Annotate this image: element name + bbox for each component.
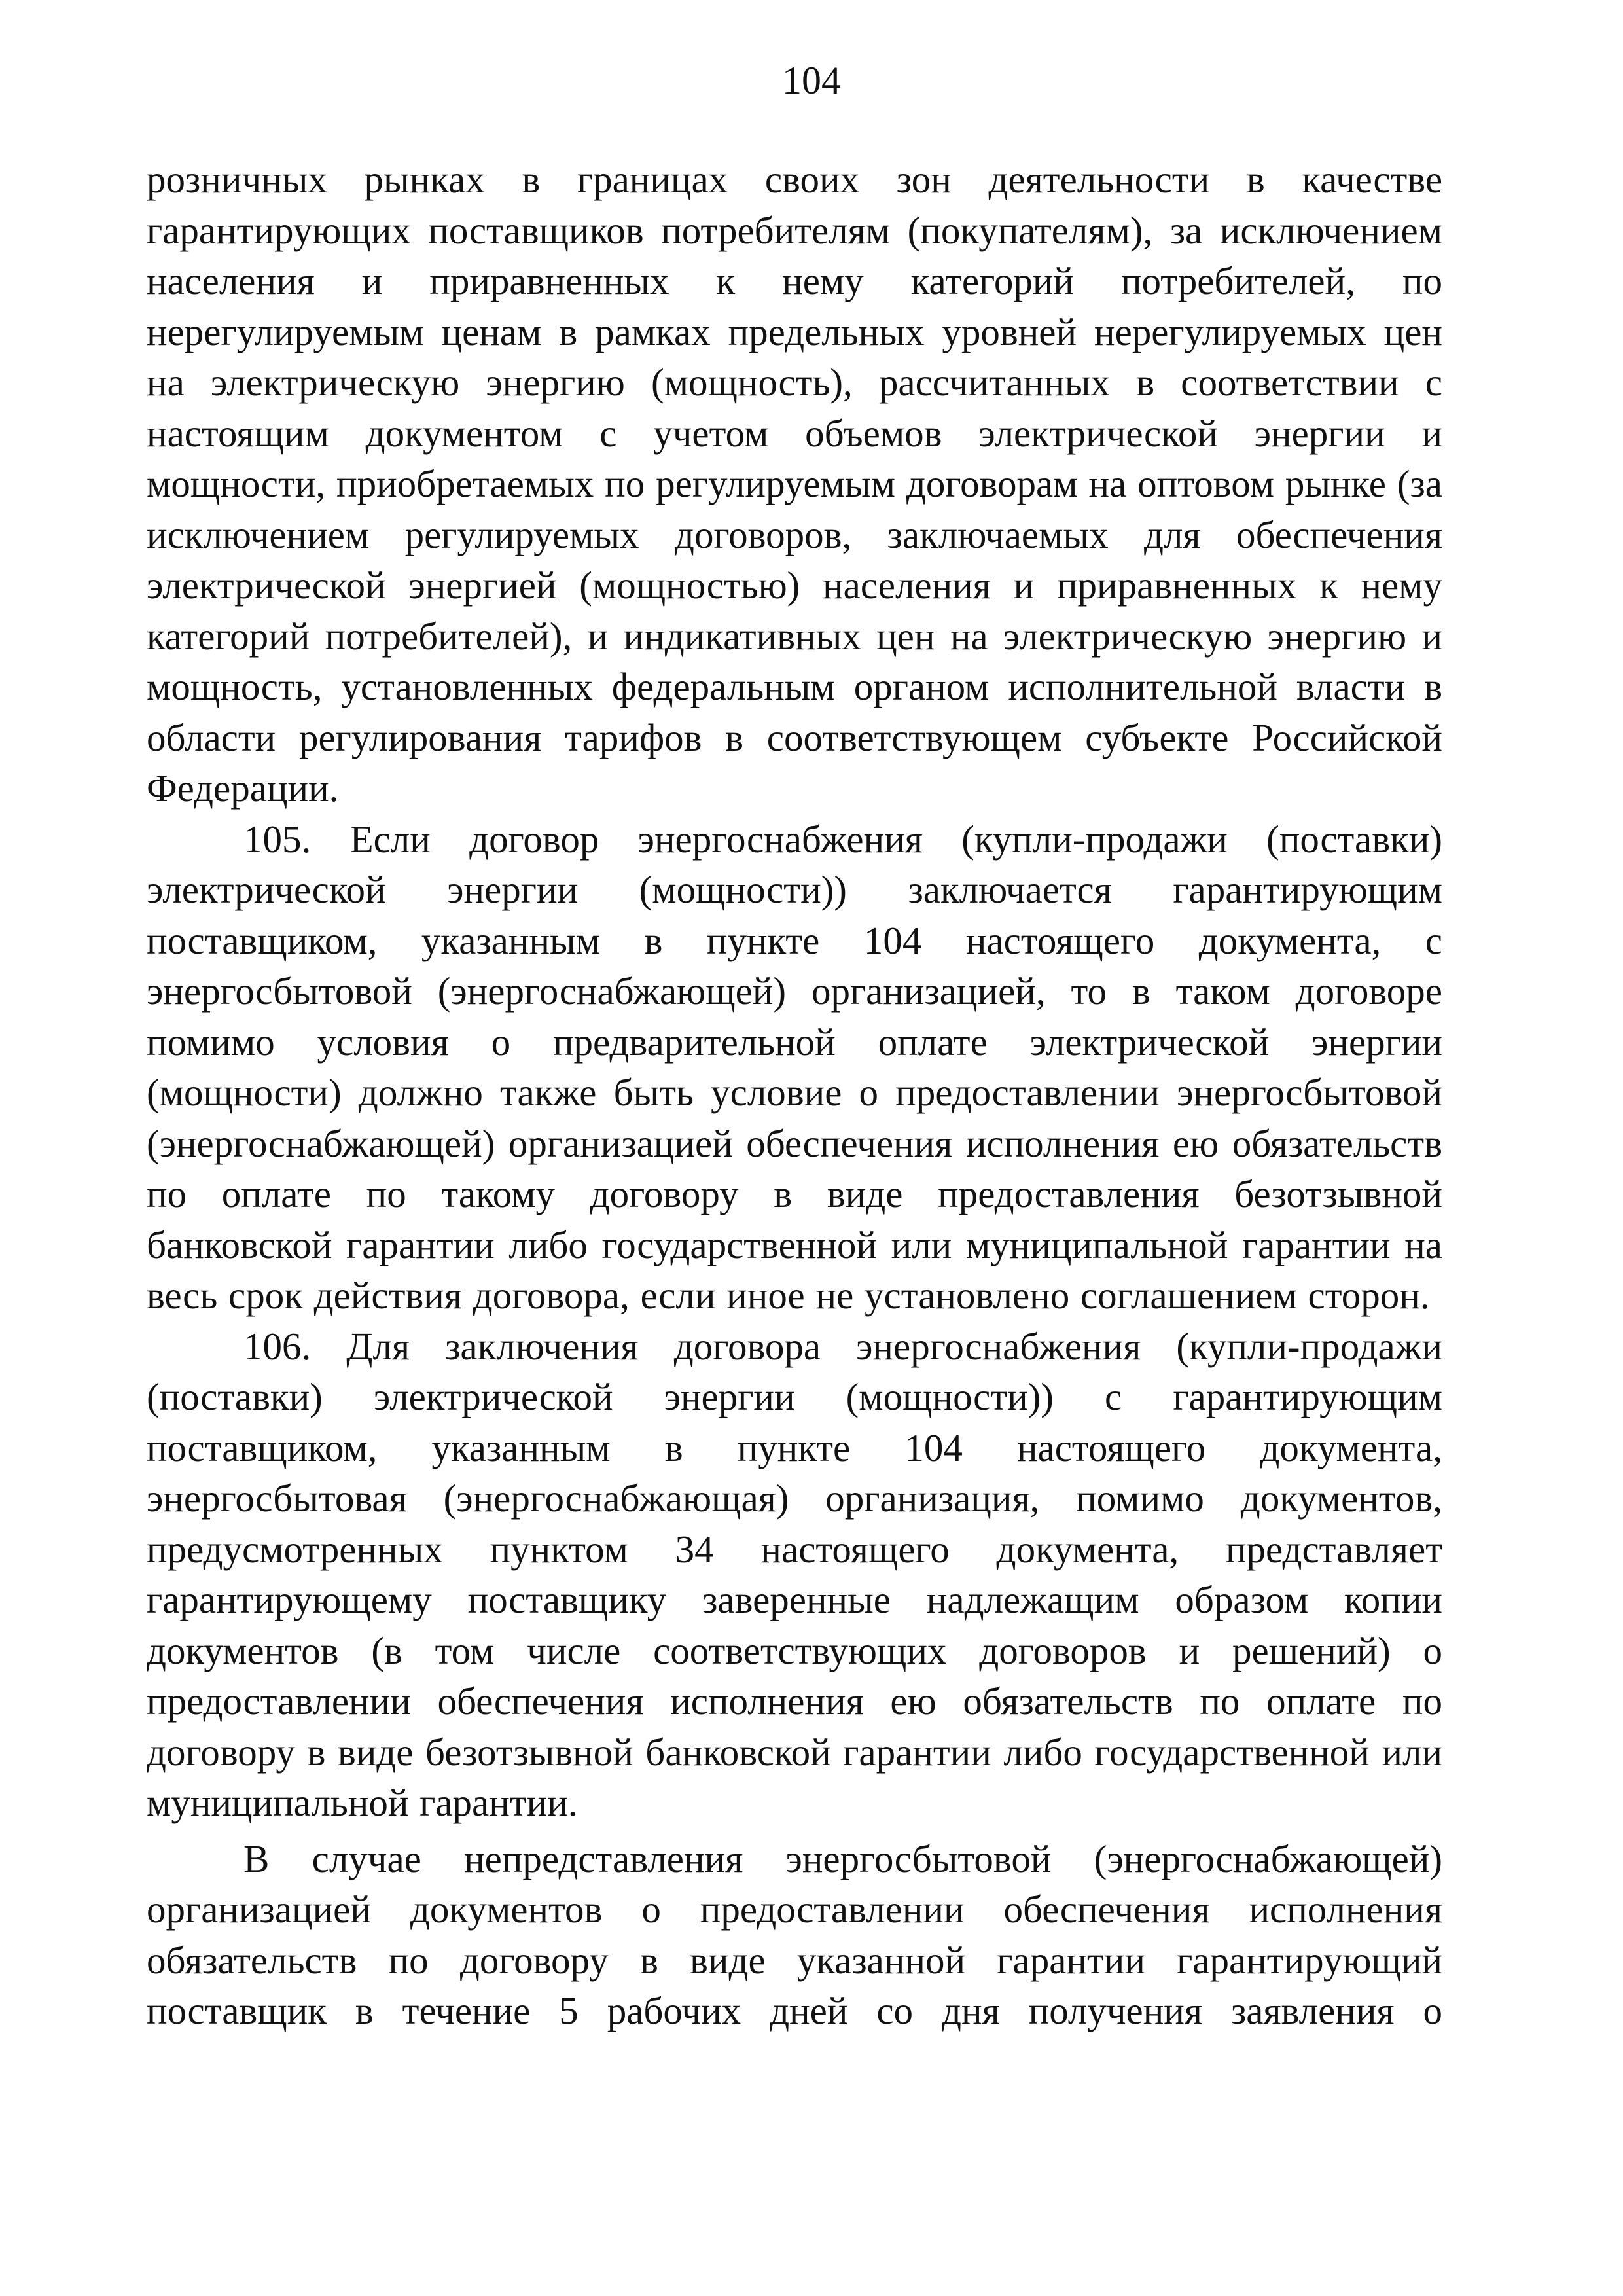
paragraph-item-106-continuation: В случае непредставления энергосбытовой (энергоснабжающей) организацией документов о предоставлении обеспечения исполнения обязательств по договору в виде указанной гарантии гарантирующий поставщик в течение 5 рабочих дней со дня получения заявления о — [147, 1837, 1442, 2032]
document-body — [147, 154, 1442, 2037]
paragraph-continuation: розничных рынках в границах своих зон деятельности в качестве гарантирующих поставщиков потребителям (покупателям), за исключением населения и приравненных к нему категорий потребителей, по нерегулируемым ценам в рамках предельных уровней нерегулируемых цен на электрическую энергию (мощность), рассчитанных в соответствии с настоящим документом с учетом объемов электрической энергии и мощности, приобретаемых по регулируемым договорам на оптовом рынке (за исключением регулируемых договоров, заключаемых для обеспечения электрической энергией (мощностью) населения и приравненных к нему категорий потребителей), и индикативных цен на электрическую энергию и мощность, установленных федеральным органом исполнительной власти в области регулирования тарифов в соответствующем субъекте Российской Федерации. — [147, 158, 1442, 810]
page-number: 104 — [782, 59, 841, 102]
paragraph-item-105: 105. Если договор энергоснабжения (купли-продажи (поставки) электрической энергии (мощности)) заключается гарантирующим поставщиком, указанным в пункте 104 настоящего документа, с энергосбытовой (энергоснабжающей) организацией, то в таком договоре помимо условия о предварительной оплате электрической энергии (мощности) должно также быть условие о предоставлении энергосбытовой (энергоснабжающей) организацией обеспечения исполнения ею обязательств по оплате по такому договору в виде предоставления безотзывной банковской гарантии либо государственной или муниципальной гарантии на весь срок действия договора, если иное не установлено соглашением сторон. — [147, 817, 1442, 1317]
paragraph-item-106: 106. Для заключения договора энергоснабжения (купли-продажи (поставки) электрической энергии (мощности)) с гарантирующим поставщиком, указанным в пункте 104 настоящего документа, энергосбытовая (энергоснабжающая) организация, помимо документов, предусмотренных пунктом 34 настоящего документа, представляет гарантирующему поставщику заверенные надлежащим образом копии документов (в том числе соответствующих договоров и решений) о предоставлении обеспечения исполнения ею обязательств по оплате по договору в виде безотзывной банковской гарантии либо государственной или муниципальной гарантии. — [147, 1324, 1442, 1824]
